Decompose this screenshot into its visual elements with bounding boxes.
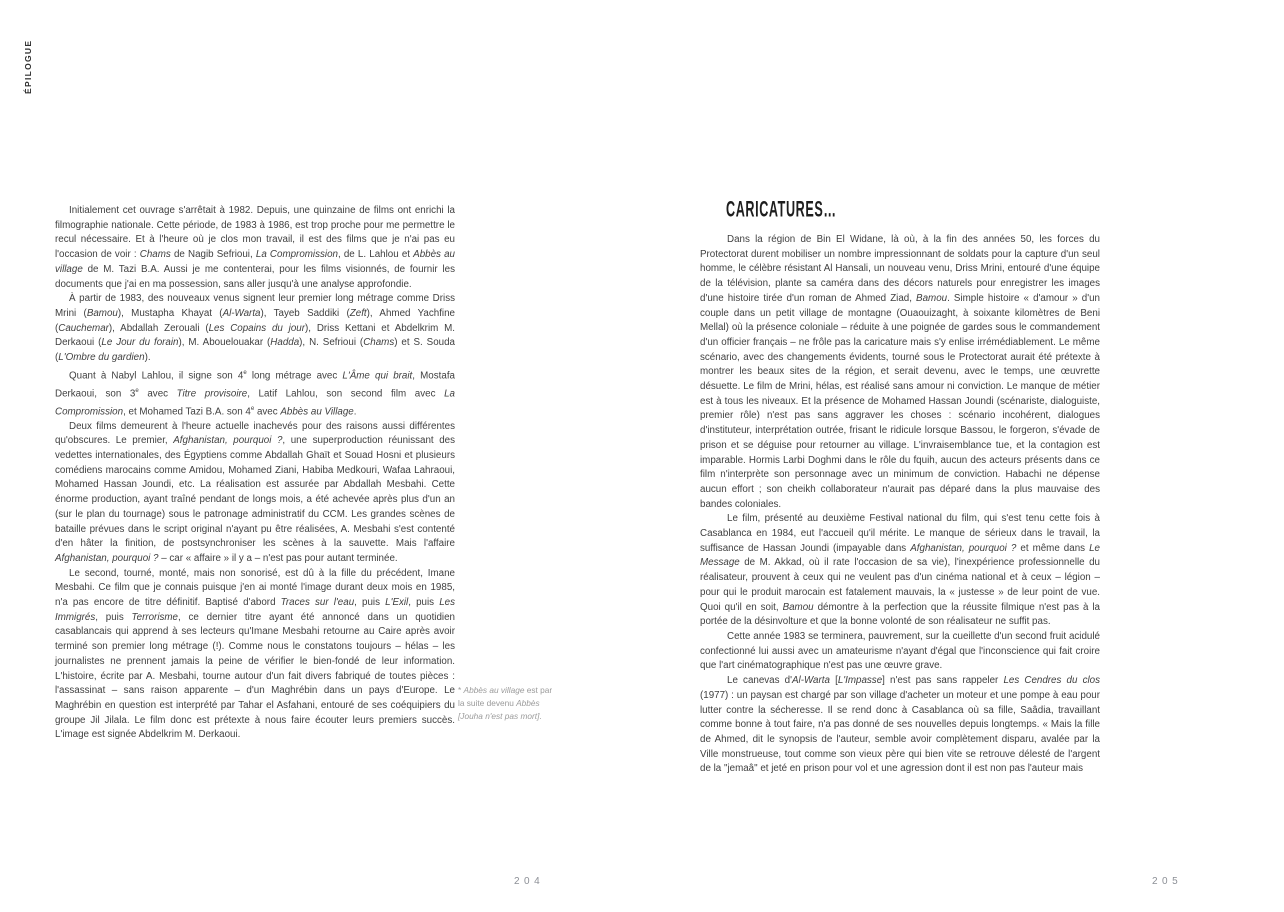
paragraph: Le second, tourné, monté, mais non sonorisé, est dû à la fille du précédent, Imane Mesbahi. Ce film que je connais puisque j'en ai monté l'image durant deux mois en 1985, n'a pas encore de titre définitif. Baptisé d'abord Traces sur l'eau, puis L'Exil, puis Les Immigrés, puis Terrorisme, ce dernier titre ayant été annoncé dans un quotidien casablancais qui apprend à ses lecteurs qu'Imane Mesbahi retourne au Caire après avoir terminé son premier long métrage (!). Comme nous le constatons toujours – hélas – les journalistes ne prennent jamais la peine de vérifier le bien-fondé de leur information. L'histoire, écrite par A. Mesbahi, tourne autour d'un fait divers fabriqué de toutes pièces : l'assassinat – sans raison apparente – d'un Maghrébin dans un pays d'Europe. Le Maghrébin en question est interprété par Tahar el Asfahani, entouré de ses coéquipiers du groupe Jil Jilala. Le film donc est prétexte à nous faire écouter leurs premiers succès. L'image est signée Abdelkrim M. Derkaoui. — [55, 567, 456, 741]
paragraph: Dans la région de Bin El Widane, là où, à la fin des années 50, les forces du Protectorat durent mobiliser un nombre impressionnant de soldats pour la capture d'un seul homme, le célèbre résistant Al Hansali, un nouveau venu, Driss Mrini, entouré d'une équipe de la télévision, plante sa caméra dans des décors naturels pour enregistrer les images d'une histoire tirée d'un roman de Ahmed Ziad, Bamou. Simple histoire « d'amour » d'un couple dans un petit village de montagne (Ouaouizaght, à soixante kilomètres de Beni Mellal) où la présence coloniale – réduite à une poignée de gardes sous le commandement d'un officier français – ne frôle pas la caricature mais s'y enlise irrémédiablement. Le même scénario, avec des changements évidents, tourné sous le Protectorat aurait été prétexte à montrer les beaux sites de la région, et serait devenu, avec le temps, une œuvrette désuette. Le film de Mrini, hélas, est réalisé sans amour ni conviction. Le manque de métier est à tous les niveaux. Et la présence de Mohamed Hassan Joundi (scénariste, dialoguiste, premier rôle) n'est pas sans aggraver les choses : scénario incohérent, dialogues d'instituteur, interprétation outrée, frisant le ridicule lorsque Bassou, le forgeron, s'évade de prison et se déguise pour retourner au village. L'invraisemblance tue, et la contagion est imparable. Hormis Larbi Doghmi dans le rôle du fquih, aucun des acteurs présents dans ce film n'interprète son personnage avec un minimum de conviction. Habachi ne dépense aucun effort ; son cheikh collaborateur n'aurait pas déparé dans la plus mauvaise des bandes coloniales. — [700, 234, 1100, 510]
paragraph: Initialement cet ouvrage s'arrêtait à 1982. Depuis, une quinzaine de films ont enrichi la filmographie nationale. Cette période, de 1983 à 1986, est trop proche pour me permettre le recul nécessaire. Et à l'heure où je clos mon travail, il est des films que je n'ai pas eu l'occasion de voir : Chams de Nagib Sefrioui, La Compromission, de L. Lahlou et Abbès au village de M. Tazi B.A. Aussi je me contenterai, pour les films visionnés, de fournir les documents que j'ai en ma possession, sans aller jusqu'à une analyse approfondie. — [55, 205, 455, 290]
left-text-column — [55, 204, 455, 743]
footnote: * Abbès au village est par la suite devenu Abbès [Jouha n'est pas mort]. — [458, 685, 553, 721]
section-heading-text: CARICATURES… — [726, 198, 837, 222]
paragraph: Le film, présenté au deuxième Festival national du film, qui s'est tenu cette fois à Casablanca en 1984, eut l'accueil qu'il mérite. Le manque de sérieux dans le travail, la suffisance de Hassan Joundi (impayable dans Afghanistan, pourquoi ? et même dans Le Message de M. Akkad, où il rate l'occasion de sa vie), l'inexpérience professionnelle du réalisateur, prouvent à ceux qui ne veulent pas d'un cinéma national et à ceux – légion – pour qui le produit marocain est fatalement mauvais, la « justesse » de leur point de vue. Quoi qu'il en soit, Bamou démontre à la perfection que la réussite filmique n'est pas à la portée de la désinvolture et que la bonne volonté de son réalisateur ne suffit pas. — [700, 513, 1100, 628]
paragraph: Deux films demeurent à l'heure actuelle inachevés pour des raisons aussi différentes qu'obscures. Le premier, Afghanistan, pourquoi ?, une superproduction réunissant des vedettes internationales, des Égyptiens comme Abdallah Ghaït et Souad Hosni et plusieurs comédiens marocains comme Amidou, Mohamed Ziani, Habiba Medkouri, Wafaa Lahraoui, Mohamed Hassan Joundi, etc. La réalisation est assurée par Abdallah Mesbahi. Cette énorme production, ayant traîné pendant de longs mois, a été achevée après plus d'un an (sur le plan du tournage) sous le patronage administratif du CCM. Les grandes scènes de bataille prévues dans le script original n'ayant pu être réalisées, A. Mesbahi s'est contenté d'en hâter la finition, de postsynchroniser les scènes à la sauvette. Mais l'affaire Afghanistan, pourquoi ? – car « affaire » il y a – n'est pas pour autant terminée. — [55, 420, 455, 564]
epilogue-edge-label: ÉPILOGUE — [23, 39, 33, 94]
right-text-column — [700, 233, 1100, 777]
section-heading — [726, 198, 910, 222]
folio-right: 205 — [1152, 876, 1183, 887]
paragraph: Quant à Nabyl Lahlou, il signe son 4e long métrage avec L'Âme qui brait, Mostafa Derkaoui, son 3e avec Titre provisoire, Latif Lahlou, son second film avec La Compromission, et Mohamed Tazi B.A. son 4e avec Abbès au Village. — [55, 369, 455, 417]
paragraph: À partir de 1983, des nouveaux venus signent leur premier long métrage comme Driss Mrini (Bamou), Mustapha Khayat (Al-Warta), Tayeb Saddiki (Zeft), Ahmed Yachfine (Cauchemar), Abdallah Zerouali (Les Copains du jour), Driss Kettani et Abdelkrim M. Derkaoui (Le Jour du forain), M. Abouelouakar (Hadda), N. Sefrioui (Chams) et S. Souda (L'Ombre du gardien). — [55, 293, 455, 364]
paragraph: Cette année 1983 se terminera, pauvrement, sur la cueillette d'un second fruit acidulé confectionné lui aussi avec un amateurisme n'ayant d'égal que l'inconscience qui fait croire que l'art cinématographique n'est pas une œuvre grave. — [700, 630, 1100, 672]
paragraph: Le canevas d'Al-Warta [L'Impasse] n'est pas sans rappeler Les Cendres du clos (1977) : un paysan est chargé par son village d'acheter un moteur et une pompe à eau pour lutter contre la sécheresse. Il se rend donc à Casablanca où sa fille, Saâdia, travaillant comme bonne à tout faire, n'a pas donné de ses nouvelles depuis longtemps. « Mais la fille de Ahmed, dit le synopsis de l'auteur, semble avoir complètement disparu, avalée par la Ville monstrueuse, tout comme son vieux père qui bien vite se retrouve délesté de l'argent de la "jemaâ" et jeté en prison pour vol et une agression dont il est non pas l'auteur mais — [700, 675, 1101, 775]
folio-left: 204 — [514, 876, 545, 887]
